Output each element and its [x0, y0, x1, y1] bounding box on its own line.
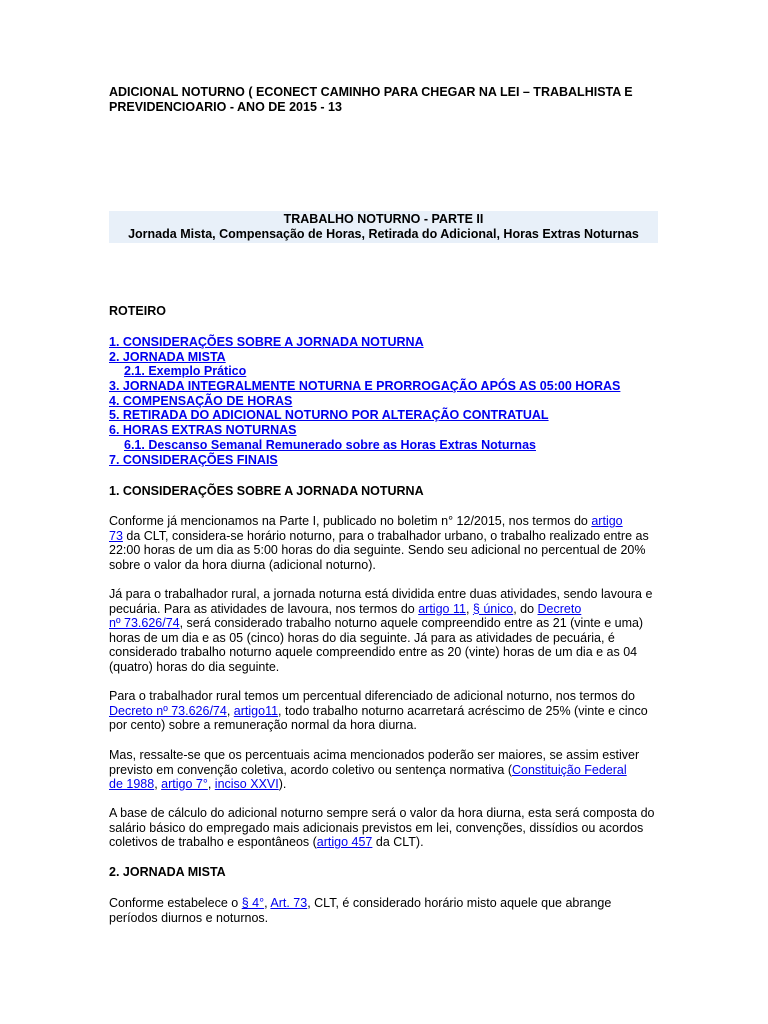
link-decreto-73626[interactable]: Decreto nº 73.626/74 [109, 703, 227, 718]
link-decreto-part-2[interactable]: nº 73.626/74 [109, 616, 180, 630]
toc-link-7[interactable]: 7. CONSIDERAÇÕES FINAIS [109, 452, 278, 467]
link-art-73[interactable]: Art. 73 [270, 896, 308, 910]
text: Mas, ressalte-se que os percentuais acima mencionados poderão ser maiores, se assim estiver previsto em convenção coletiva, acordo coletivo ou sentença normativa ( [109, 748, 640, 777]
text: Para o trabalhador rural temos um percentual diferenciado de adicional noturno, nos termos do [109, 689, 636, 703]
text: A base de cálculo do adicional noturno sempre será o valor da hora diurna, esta será composta do salário básico do empregado mais adicionais previstos em lei, convenções, dissídios ou acordos coletivos de trabalho e espontâneos ( [109, 806, 655, 849]
text: , do [513, 601, 538, 616]
toc-link-1[interactable]: 1. CONSIDERAÇÕES SOBRE A JORNADA NOTURNA [109, 335, 424, 349]
title-line-1: ADICIONAL NOTURNO ( ECONECT CAMINHO PARA CHEGAR NA LEI – TRABALHISTA E [109, 85, 633, 99]
text: , CLT, é considerado horário misto aquele que abrange períodos diurnos e noturnos. [109, 896, 612, 925]
text: , [264, 896, 271, 910]
banner-subtitle: Jornada Mista, Compensação de Horas, Retirada do Adicional, Horas Extras Noturnas [128, 226, 639, 241]
toc-link-5[interactable]: 5. RETIRADA DO ADICIONAL NOTURNO POR ALTERAÇÃO CONTRATUAL [109, 408, 549, 423]
toc-link-6-1[interactable]: 6.1. Descanso Semanal Remunerado sobre as Horas Extras Noturnas [124, 437, 536, 452]
text: , [207, 777, 215, 791]
text: Conforme estabelece o [109, 896, 242, 910]
link-artigo-7[interactable]: artigo 7° [161, 777, 208, 791]
toc-link-6[interactable]: 6. HORAS EXTRAS NOTURNAS [109, 423, 297, 438]
paragraph-4 [109, 748, 661, 792]
section-2-heading: 2. JORNADA MISTA [109, 865, 226, 879]
text: ). [278, 777, 287, 791]
text: Já para o trabalhador rural, a jornada noturna está dividida entre duas atividades, sendo lavoura e pecuária. Para as atividades de lavoura, nos termos do [109, 587, 653, 616]
toc-link-4[interactable]: 4. COMPENSAÇÃO DE HORAS [109, 393, 293, 408]
link-constituicao-part-2[interactable]: de 1988 [109, 777, 155, 791]
text: , [465, 601, 473, 616]
roteiro-heading: ROTEIRO [109, 304, 166, 318]
title-line-2: PREVIDENCIOARIO - ANO DE 2015 - 13 [109, 99, 342, 114]
banner-title: TRABALHO NOTURNO - PARTE II [283, 212, 484, 226]
text: , será considerado trabalho noturno aquele compreendido entre as 21 (vinte e uma) horas de um dia e as 05 (cinco) horas do dia seguinte. Já para as atividades de pecuária, é considerado trabalho noturno aquele compreendido entre as 20 (vinte) horas de um dia e as 04 (quatro) horas do dia seguinte. [109, 616, 644, 674]
table-of-contents [109, 335, 669, 467]
toc-link-3[interactable]: 3. JORNADA INTEGRALMENTE NOTURNA E PRORROGAÇÃO APÓS AS 05:00 HORAS [109, 379, 621, 394]
link-artigo-11[interactable]: artigo 11 [418, 601, 466, 616]
paragraph-3 [109, 689, 661, 733]
paragraph-5 [109, 806, 661, 850]
toc-link-2[interactable]: 2. JORNADA MISTA [109, 349, 226, 364]
text: , todo trabalho noturno acarretará acréscimo de 25% (vinte e cinco por cento) sobre a remuneração normal da hora diurna. [109, 703, 648, 732]
link-artigo-73-part-2[interactable]: 73 [109, 528, 123, 543]
link-constituicao-part-1[interactable]: Constituição Federal [512, 762, 627, 777]
link-paragrafo-4[interactable]: § 4° [241, 896, 265, 910]
paragraph-2 [109, 587, 661, 674]
text: , [226, 703, 234, 718]
link-inciso-xxvi[interactable]: inciso XXVI [214, 777, 279, 791]
document-title [109, 85, 669, 114]
link-artigo-73-part-1[interactable]: artigo [591, 514, 623, 528]
text: da CLT). [372, 835, 424, 849]
paragraph-1 [109, 514, 661, 572]
text: Conforme já mencionamos na Parte I, publicado no boletim n° 12/2015, nos termos do [109, 514, 592, 528]
part-banner [109, 211, 658, 243]
text: , [154, 777, 162, 791]
text: da CLT, considera-se horário noturno, para o trabalhador urbano, o trabalho realizado entre as 22:00 horas de um dia as 5:00 horas do dia seguinte. Sendo seu adicional no percentual de 20% sobre o valor da hora diurna (adicional noturno). [109, 528, 649, 572]
link-paragrafo-unico[interactable]: § único [472, 601, 514, 616]
link-artigo-457[interactable]: artigo 457 [316, 835, 373, 849]
toc-link-2-1[interactable]: 2.1. Exemplo Prático [124, 364, 247, 379]
paragraph-6 [109, 896, 661, 925]
link-decreto-part-1[interactable]: Decreto [537, 601, 582, 616]
link-artigo11[interactable]: artigo11 [233, 703, 279, 718]
section-1-heading: 1. CONSIDERAÇÕES SOBRE A JORNADA NOTURNA [109, 484, 424, 498]
